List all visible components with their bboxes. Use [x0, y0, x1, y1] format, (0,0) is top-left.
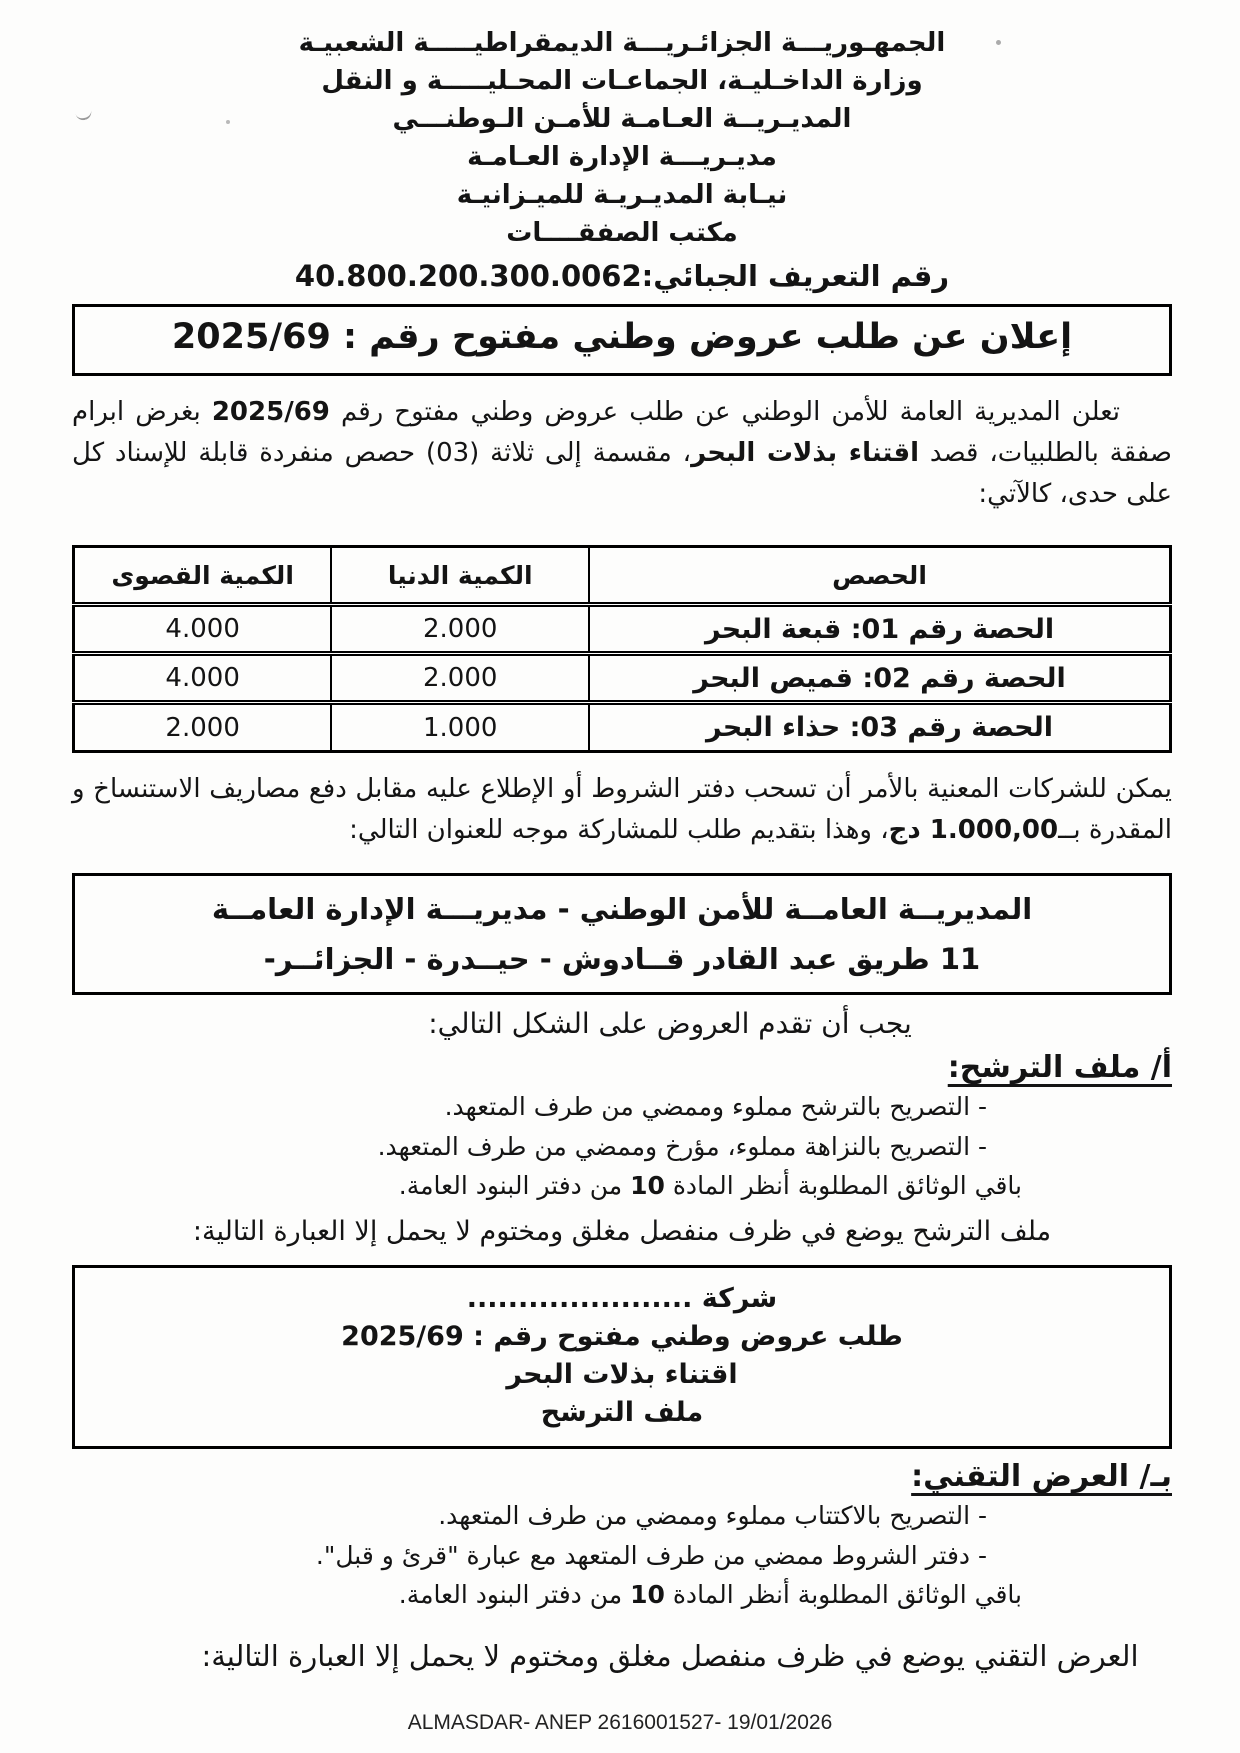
candidacy-envelope-line: ملف الترشح يوضع في ظرف منفصل مغلق ومختوم لا يحمل إلا العبارة التالية:	[192, 1216, 1052, 1247]
lot-max-quantity: 2.000	[74, 703, 332, 752]
fees-paragraph	[72, 769, 1172, 851]
envelope-object-line: اقتناء بذلات البحر	[506, 1359, 738, 1390]
lot-min-quantity: 2.000	[331, 654, 589, 703]
lot-min-quantity: 1.000	[331, 703, 589, 752]
lot-name: الحصة رقم 03: حذاء البحر	[589, 703, 1170, 752]
header-line-contracts-office: مكتب الصفقــــات	[506, 218, 738, 248]
note-text: من دفتر البنود العامة.	[398, 1580, 631, 1609]
table-row	[74, 605, 1171, 654]
column-header-lots: الحصص	[589, 547, 1170, 605]
header-line-budget-dir: نيـابة المديـريـة للميـزانيـة	[456, 180, 788, 210]
tender-number: 2025/69	[211, 397, 330, 427]
intro-text: بغرض ابرام صفقة بالطلبيات، قصد	[72, 397, 1172, 468]
section-a-bullet: - التصريح بالترشح مملوء وممضي من طرف المتعهد.	[444, 1092, 987, 1121]
footer-anep-line: ALMASDAR- ANEP 2616001527- 19/01/2026	[407, 1711, 833, 1734]
note-text: باقي الوثائق المطلوبة أنظر المادة	[664, 1580, 1022, 1609]
section-a-bullet: - التصريح بالنزاهة مملوء، مؤرخ وممضي من طرف المتعهد.	[377, 1132, 987, 1161]
section-b-heading: بـ/ العرض التقني:	[911, 1459, 1172, 1494]
lots-table	[72, 545, 1172, 753]
note-text: من دفتر البنود العامة.	[398, 1171, 631, 1200]
fees-amount: 1.000,00 دج	[888, 815, 1059, 845]
lot-max-quantity: 4.000	[74, 654, 332, 703]
header-line-ministry: وزارة الداخـليـة، الجماعـات المحـليـــــة و النقل	[321, 66, 923, 96]
table-row	[74, 654, 1171, 703]
note-text: باقي الوثائق المطلوبة أنظر المادة	[664, 1171, 1022, 1200]
lot-min-quantity: 2.000	[331, 605, 589, 654]
section-b-bullet: - دفتر الشروط ممضي من طرف المتعهد مع عبارة "قرئ و قبل".	[315, 1541, 987, 1570]
announcement-title-box	[72, 304, 1172, 376]
header-line-republic: الجمهـوريـــة الجزائـريـــة الديمقراطيـــــة الشعبيـة	[298, 28, 946, 58]
section-a-note	[72, 1167, 1022, 1204]
envelope-file-line: ملف الترشح	[540, 1397, 704, 1428]
tax-id-line: رقم التعريف الجبائي:40.800.200.300.0062	[294, 259, 950, 293]
lots-table-header	[74, 547, 1171, 605]
envelope-label-box	[72, 1265, 1172, 1449]
offers-format-line: يجب أن تقدم العروض على الشكل التالي:	[428, 1007, 912, 1040]
document-header	[72, 24, 1172, 298]
header-line-admin-dir: مديـريـــة الإدارة العـامـة	[467, 142, 777, 172]
envelope-tender-line: طلب عروض وطني مفتوح رقم : 2025/69	[341, 1321, 903, 1352]
section-b-note	[72, 1576, 1022, 1613]
address-line-street: 11 طريق عبد القادر قــادوش - حيــدرة - الجزائــر-	[263, 942, 981, 976]
address-box	[72, 873, 1172, 995]
table-row	[74, 703, 1171, 752]
envelope-company-line: شركة ......................	[466, 1283, 778, 1314]
announcement-title: إعلان عن طلب عروض وطني مفتوح رقم : 2025/69	[171, 317, 1073, 357]
intro-text: ، مقسمة إلى ثلاثة (03) حصص منفردة قابلة للإسناد كل على حدى، كالآتي:	[72, 438, 1172, 509]
article-number: 10	[630, 1580, 665, 1609]
fees-text: يمكن للشركات المعنية بالأمر أن تسحب دفتر الشروط أو الإطلاع عليه مقابل دفع مصاريف الاستنساخ و المقدرة بــ	[72, 774, 1172, 845]
article-number: 10	[630, 1171, 665, 1200]
section-a-heading: أ/ ملف الترشح:	[947, 1050, 1172, 1085]
fees-text: ، وهذا بتقديم طلب للمشاركة موجه للعنوان التالي:	[349, 815, 889, 845]
lot-max-quantity: 4.000	[74, 605, 332, 654]
address-line-directorate: المديريــة العامــة للأمن الوطني - مديريـــة الإدارة العامــة	[211, 892, 1033, 926]
lot-name: الحصة رقم 02: قميص البحر	[589, 654, 1170, 703]
lot-name: الحصة رقم 01: قبعة البحر	[589, 605, 1170, 654]
tender-object: اقتناء بذلات البحر	[691, 438, 920, 468]
column-header-min-qty: الكمية الدنيا	[331, 547, 589, 605]
column-header-max-qty: الكمية القصوى	[74, 547, 332, 605]
technical-envelope-line: العرض التقني يوضع في ظرف منفصل مغلق ومختوم لا يحمل إلا العبارة التالية:	[201, 1639, 1139, 1673]
table-header-row	[74, 547, 1171, 605]
section-b-bullet: - التصريح بالاكتتاب مملوء وممضي من طرف المتعهد.	[438, 1501, 987, 1530]
header-line-dgsn: المديـريــة العـامـة للأمـن الـوطنـــي	[392, 104, 852, 134]
intro-text: تعلن المديرية العامة للأمن الوطني عن طلب عروض وطني مفتوح رقم	[329, 397, 1120, 427]
intro-paragraph	[72, 392, 1172, 515]
